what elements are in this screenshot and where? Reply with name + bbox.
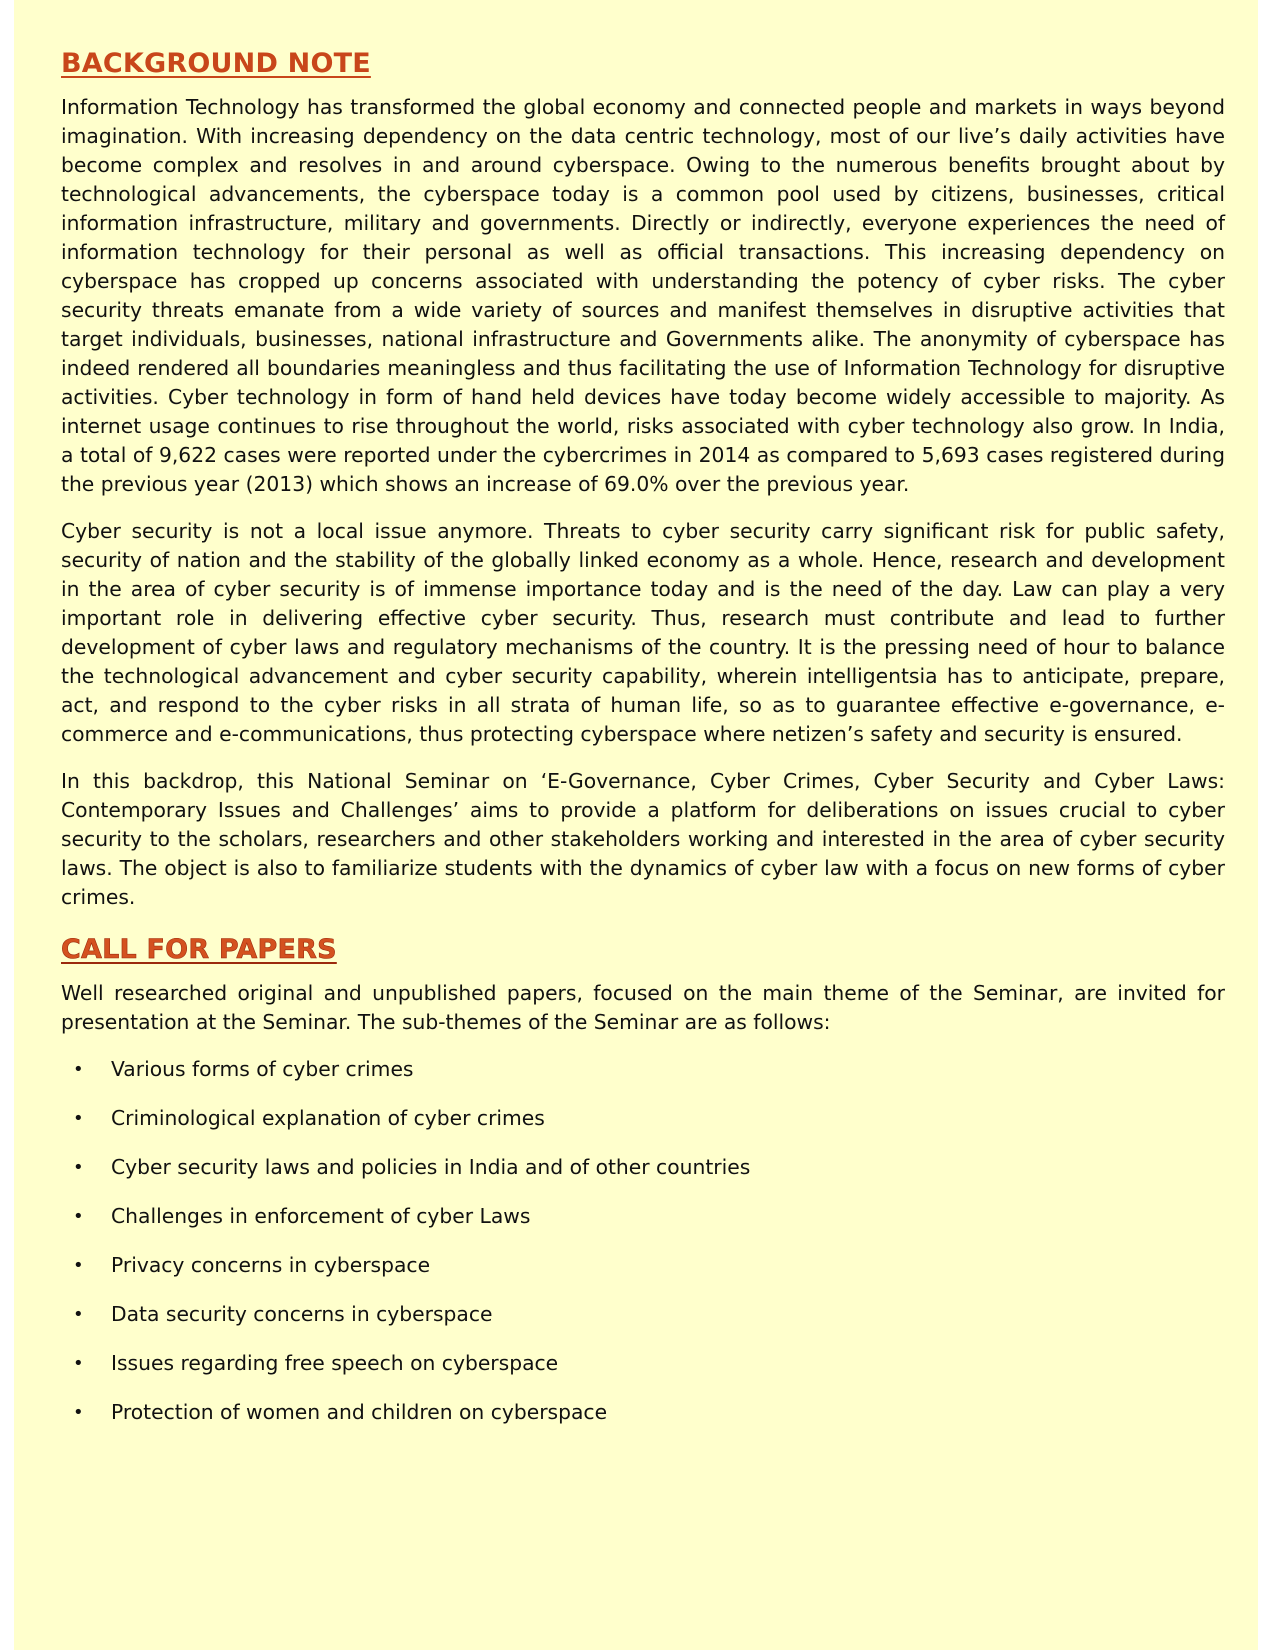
- list-item: [61, 1398, 1225, 1427]
- sub-themes-list: [61, 1055, 1225, 1427]
- list-item: [61, 1153, 1225, 1182]
- bullet-icon: •: [73, 1157, 84, 1178]
- document-content: [61, 48, 1225, 1447]
- list-item: [61, 1202, 1225, 1231]
- sub-theme-label: Data security concerns in cyberspace: [111, 1302, 493, 1326]
- background-paragraph-3: In this backdrop, this National Seminar on ‘E-Governance, Cyber Crimes, Cyber Security and Cyber Laws: Contemporary Issues and Challenges’ aims to provide a platform for deliberations on issues crucial to cyber security to the scholars, researchers and other stakeholders working and interested in the area of cyber security laws. The object is also to familiarize students with the dynamics of cyber law with a focus on new forms of cyber crimes.: [61, 769, 1225, 909]
- list-item: [61, 1055, 1225, 1084]
- bullet-icon: •: [73, 1255, 84, 1276]
- sub-theme-label: Protection of women and children on cyberspace: [111, 1400, 608, 1424]
- sub-theme-label: Various forms of cyber crimes: [111, 1057, 414, 1081]
- background-note-heading: BACKGROUND NOTE: [61, 48, 371, 79]
- bullet-icon: •: [73, 1402, 84, 1423]
- sub-theme-label: Cyber security laws and policies in India and of other countries: [111, 1155, 751, 1179]
- bullet-icon: •: [73, 1059, 84, 1080]
- bullet-icon: •: [73, 1304, 84, 1325]
- list-item: [61, 1104, 1225, 1133]
- call-for-papers-intro: Well researched original and unpublished papers, focused on the main theme of the Seminar, are invited for presentation at the Seminar. The sub-themes of the Seminar are as follows:: [61, 981, 1225, 1034]
- sub-theme-label: Criminological explanation of cyber crimes: [111, 1106, 545, 1130]
- bullet-icon: •: [73, 1108, 84, 1129]
- sub-theme-label: Challenges in enforcement of cyber Laws: [111, 1204, 531, 1228]
- list-item: [61, 1251, 1225, 1280]
- sub-theme-label: Issues regarding free speech on cyberspace: [111, 1351, 559, 1375]
- background-paragraph-1: Information Technology has transformed the global economy and connected people and markets in ways beyond imagination. With increasing dependency on the data centric technology, most of our live’s daily activities have become complex and resolves in and around cyberspace. Owing to the numerous benefits brought about by technological advancements, the cyberspace today is a common pool used by citizens, businesses, critical information infrastructure, military and governments. Directly or indirectly, everyone experiences the need of information technology for their personal as well as official transactions. This increasing dependency on cyberspace has cropped up concerns associated with understanding the potency of cyber risks. The cyber security threats emanate from a wide variety of sources and manifest themselves in disruptive activities that target individuals, businesses, national infrastructure and Governments alike. The anonymity of cyberspace has indeed rendered all boundaries meaningless and thus facilitating the use of Information Technology for disruptive activities. Cyber technology in form of hand held devices have today become widely accessible to majority. As internet usage continues to rise throughout the world, risks associated with cyber technology also grow. In India, a total of 9,622 cases were reported under the cybercrimes in 2014 as compared to 5,693 cases registered during the previous year (2013) which shows an increase of 69.0% over the previous year.: [61, 95, 1225, 496]
- list-item: [61, 1300, 1225, 1329]
- bullet-icon: •: [73, 1206, 84, 1227]
- call-for-papers-heading: CALL FOR PAPERS: [61, 934, 337, 965]
- bullet-icon: •: [73, 1353, 84, 1374]
- list-item: [61, 1349, 1225, 1378]
- background-paragraph-2: Cyber security is not a local issue anymore. Threats to cyber security carry significant risk for public safety, security of nation and the stability of the globally linked economy as a whole. Hence, research and development in the area of cyber security is of immense importance today and is the need of the day. Law can play a very important role in delivering effective cyber security. Thus, research must contribute and lead to further development of cyber laws and regulatory mechanisms of the country. It is the pressing need of hour to balance the technological advancement and cyber security capability, wherein intelligentsia has to anticipate, prepare, act, and respond to the cyber risks in all strata of human life, so as to guarantee effective e-governance, e-commerce and e-communications, thus protecting cyberspace where netizen’s safety and security is ensured.: [61, 519, 1225, 746]
- document-page: [14, 0, 1258, 1650]
- sub-theme-label: Privacy concerns in cyberspace: [111, 1253, 431, 1277]
